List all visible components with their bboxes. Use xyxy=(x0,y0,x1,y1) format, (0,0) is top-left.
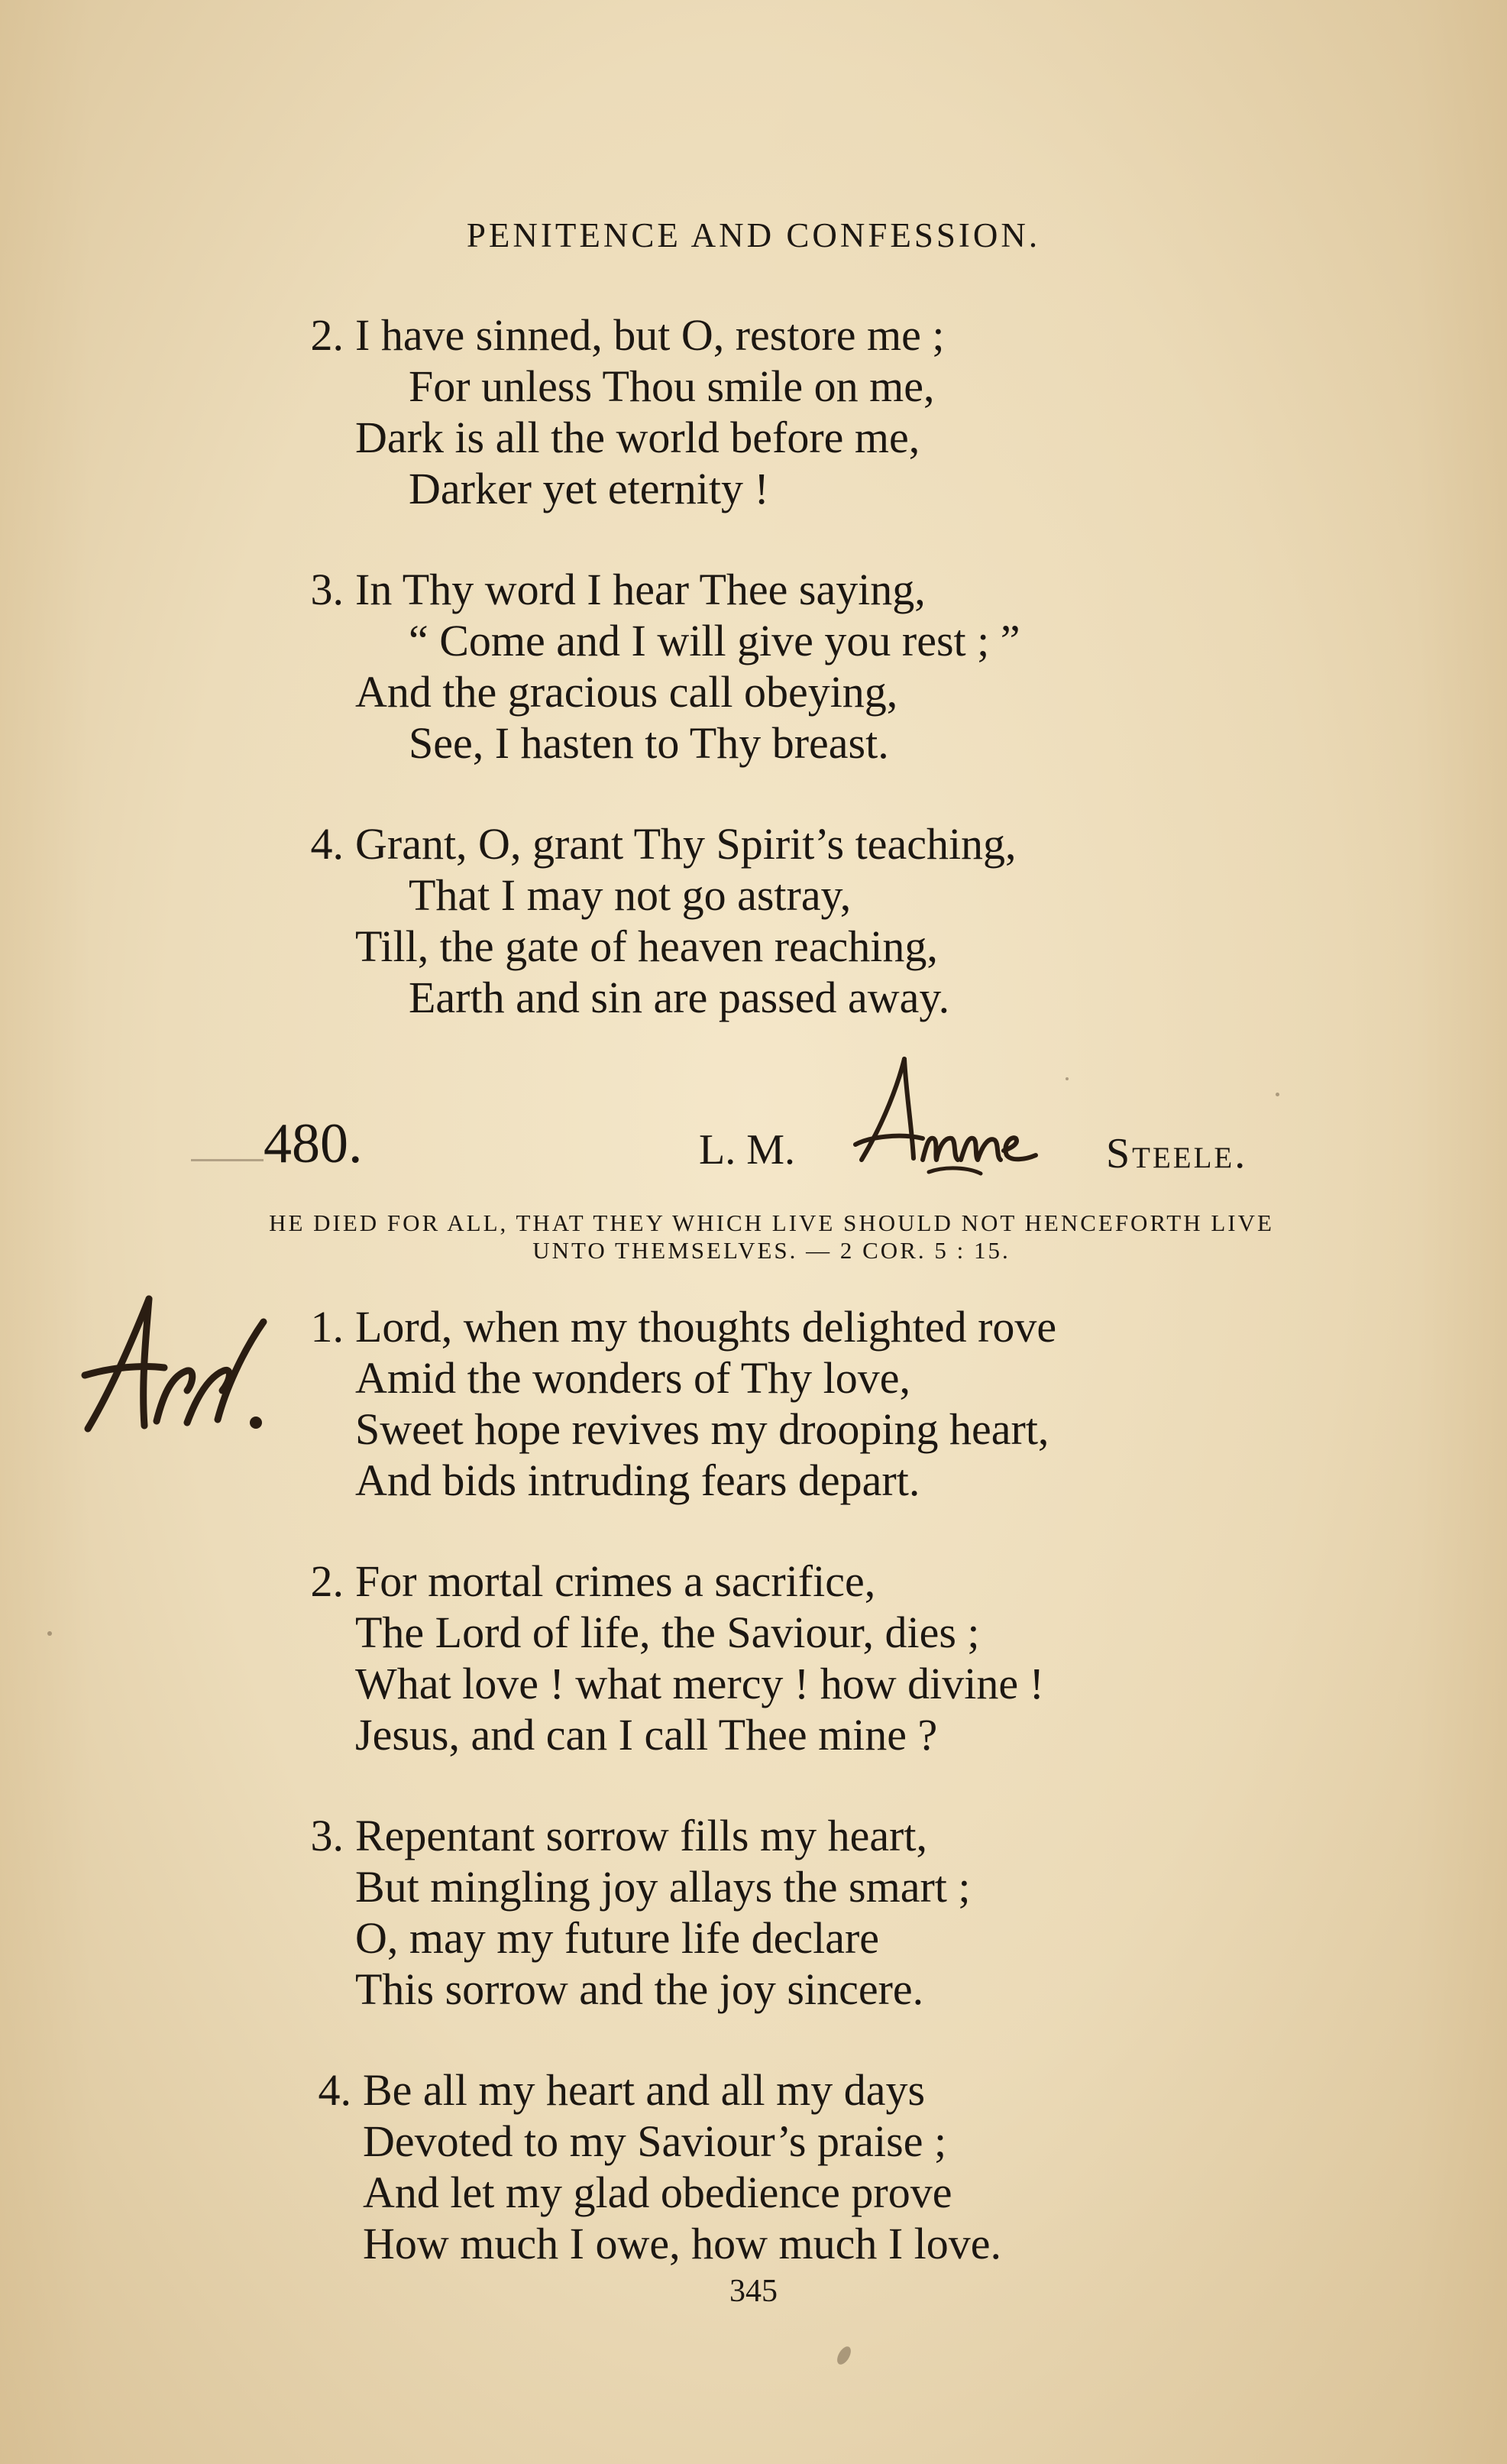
ink-speck xyxy=(834,2344,853,2367)
stanza-line: Devoted to my Saviour’s praise ; xyxy=(363,2116,947,2166)
stanza-number: 3. xyxy=(310,565,344,614)
stanza-number: 4. xyxy=(318,2065,351,2115)
stanza-number: 3. xyxy=(310,1811,344,1860)
stanza-line: Till, the gate of heaven reaching, xyxy=(355,921,938,971)
stanza-line: But mingling joy allays the smart ; xyxy=(355,1862,971,1912)
ink-speck xyxy=(1276,1093,1279,1096)
hymn-meter: L. M. xyxy=(699,1126,795,1174)
stanza-line: For unless Thou smile on me, xyxy=(409,361,935,411)
stanza-line: See, I hasten to Thy breast. xyxy=(409,718,889,768)
stanza-line: O, may my future life declare xyxy=(355,1913,880,1963)
ink-speck xyxy=(1066,1077,1069,1080)
stanza-line: Grant, O, grant Thy Spirit’s teaching, xyxy=(355,819,1017,869)
hymn-479-stanza-3 xyxy=(310,564,1020,769)
hymn-480-stanza-1 xyxy=(310,1301,1057,1506)
stanza-line: Jesus, and can I call Thee mine ? xyxy=(355,1710,938,1760)
stanza-line: That I may not go astray, xyxy=(409,870,852,920)
ink-speck xyxy=(47,1631,52,1636)
stanza-line: Repentant sorrow fills my heart, xyxy=(355,1811,927,1860)
stanza-line: The Lord of life, the Saviour, dies ; xyxy=(355,1608,980,1657)
stanza-line: Amid the wonders of Thy love, xyxy=(355,1353,911,1403)
stanza-line: And the gracious call obeying, xyxy=(355,667,898,717)
handwritten-tune-name-anne xyxy=(839,1053,1060,1183)
stanza-line: Lord, when my thoughts delighted rove xyxy=(355,1302,1057,1352)
hymn-number-rule xyxy=(191,1159,264,1161)
stanza-line: For mortal crimes a sacrifice, xyxy=(355,1556,876,1606)
stanza-number: 1. xyxy=(310,1302,344,1352)
running-head: PENITENCE AND CONFESSION. xyxy=(466,216,1041,254)
stanza-number: 4. xyxy=(310,819,344,869)
stanza-line: What love ! what mercy ! how divine ! xyxy=(355,1659,1044,1708)
stanza-line: In Thy word I hear Thee saying, xyxy=(355,565,926,614)
handwritten-margin-mark xyxy=(73,1291,271,1444)
epigraph-reference: UNTO THEMSELVES. — 2 COR. 5 : 15. xyxy=(532,1237,1011,1264)
stanza-line: Darker yet eternity ! xyxy=(409,464,769,513)
stanza-number: 2. xyxy=(310,310,344,360)
page-number: 345 xyxy=(729,2274,778,2309)
stanza-line: Dark is all the world before me, xyxy=(355,413,920,462)
hymn-number: 480. xyxy=(264,1112,363,1175)
hymn-480-stanza-4 xyxy=(318,2064,1001,2269)
hymn-480-stanza-3 xyxy=(310,1810,971,2015)
stanza-line: “ Come and I will give you rest ; ” xyxy=(409,616,1020,665)
stanza-line: This sorrow and the joy sincere. xyxy=(355,1964,924,2014)
stanza-line: Earth and sin are passed away. xyxy=(409,973,950,1022)
hymn-479-stanza-4 xyxy=(310,818,1017,1023)
stanza-line: Sweet hope revives my drooping heart, xyxy=(355,1404,1049,1454)
hymn-479-stanza-2 xyxy=(310,309,945,514)
hymn-epigraph xyxy=(199,1209,1344,1264)
stanza-line: And bids intruding fears depart. xyxy=(355,1455,920,1505)
hymn-author xyxy=(1106,1129,1247,1178)
stanza-line: I have sinned, but O, restore me ; xyxy=(355,310,945,360)
stanza-number: 2. xyxy=(310,1556,344,1606)
stanza-line: How much I owe, how much I love. xyxy=(363,2219,1001,2268)
hymn-480-stanza-2 xyxy=(310,1556,1044,1760)
stanza-line: Be all my heart and all my days xyxy=(363,2065,926,2115)
author-name: Steele. xyxy=(1106,1130,1248,1177)
epigraph-line: HE DIED FOR ALL, THAT THEY WHICH LIVE SHOULD NOT HENCEFORTH LIVE xyxy=(269,1209,1274,1236)
stanza-line: And let my glad obedience prove xyxy=(363,2168,952,2217)
